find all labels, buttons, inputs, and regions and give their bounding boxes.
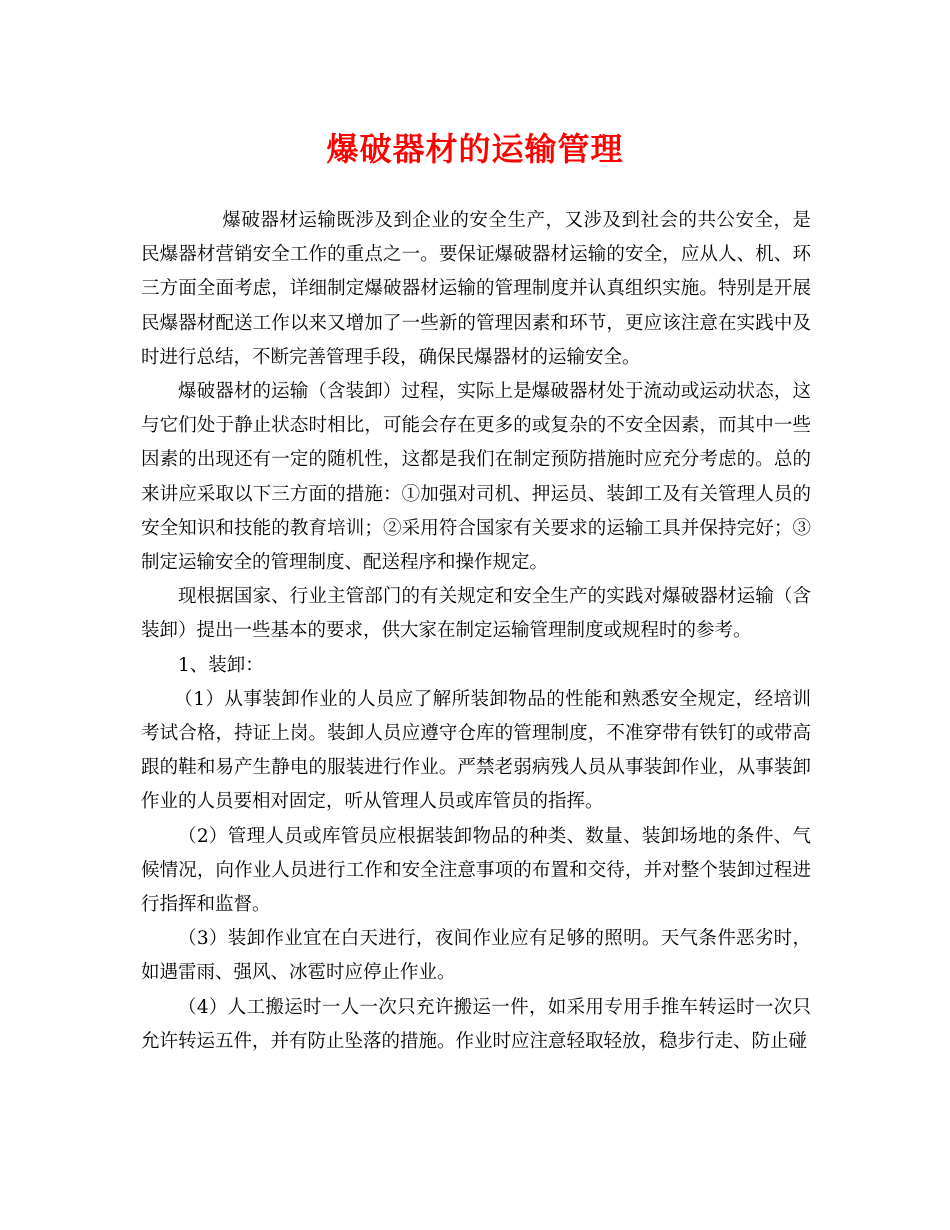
- list-item-2: （2）管理人员或库管员应根据装卸物品的种类、数量、装卸场地的条件、气候情况，向作业人员进行工作和安全注意事项的布置和交待，并对整个装卸过程进行指挥和监督。: [141, 825, 811, 916]
- list-item-3: （3）装卸作业宜在白天进行，夜间作业应有足够的照明。天气条件恶劣时，如遇雷雨、强风、冰雹时应停止作业。: [141, 928, 811, 984]
- document-body: [141, 204, 811, 1059]
- paragraph-intro: 爆破器材运输既涉及到企业的安全生产，又涉及到社会的共公安全，是民爆器材营销安全工作的重点之一。要保证爆破器材运输的安全，应从人、机、环三方面全面考虑，详细制定爆破器材运输的管理制度并认真组织实施。特别是开展民爆器材配送工作以来又增加了一些新的管理因素和环节，更应该注意在实践中及时进行总结，不断完善管理手段，确保民爆器材的运输安全。: [141, 210, 811, 368]
- list-item-4: （4）人工搬运时一人一次只充许搬运一件，如采用专用手推车转运时一次只允许转运五件，并有防止坠落的措施。作业时应注意轻取轻放，稳步行走、防止碰: [141, 996, 811, 1052]
- list-item-1: （1）从事装卸作业的人员应了解所装卸物品的性能和熟悉安全规定，经培训考试合格，持证上岗。装卸人员应遵守仓库的管理制度，不准穿带有铁钉的或带高跟的鞋和易产生静电的服装进行作业。严禁老弱病残人员从事装卸作业，从事装卸作业的人员要相对固定，听从管理人员或库管员的指挥。: [141, 688, 811, 813]
- section-heading-loading: 1、装卸：: [178, 654, 264, 676]
- paragraph-requirements: 现根据国家、行业主管部门的有关规定和安全生产的实践对爆破器材运输（含装卸）提出一些基本的要求，供大家在制定运输管理制度或规程时的参考。: [141, 586, 811, 642]
- document-title: 爆破器材的运输管理: [326, 130, 624, 168]
- paragraph-measures: 爆破器材的运输（含装卸）过程，实际上是爆破器材处于流动或运动状态，这与它们处于静止状态时相比，可能会存在更多的或复杂的不安全因素，而其中一些因素的出现还有一定的随机性，这都是我们在制定预防措施时应充分考虑的。总的来讲应采取以下三方面的措施：①加强对司机、押运员、装卸工及有关管理人员的安全知识和技能的教育培训；②采用符合国家有关要求的运输工具并保持完好；③制定运输安全的管理制度、配送程序和操作规定。: [141, 381, 811, 574]
